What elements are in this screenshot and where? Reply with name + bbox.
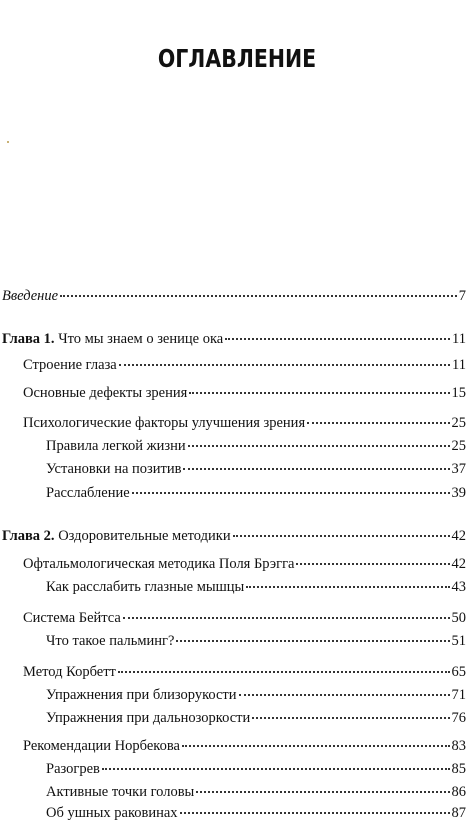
- toc-entry[interactable]: [46, 578, 466, 596]
- dot-leader: [132, 492, 450, 494]
- dot-leader: [225, 338, 450, 340]
- toc-page-number: 11: [452, 331, 466, 347]
- toc-entry[interactable]: [46, 632, 466, 650]
- dot-leader: [180, 812, 450, 814]
- toc-entry[interactable]: [23, 555, 466, 573]
- paper-speck: [7, 141, 9, 143]
- dot-leader: [239, 694, 450, 696]
- toc-page-number: 25: [451, 438, 466, 454]
- toc-entry[interactable]: [23, 609, 466, 627]
- toc-entry-label: Установки на позитив: [46, 461, 182, 477]
- toc-page-number: 42: [451, 528, 466, 544]
- dot-leader: [60, 295, 457, 297]
- toc-page-number: 86: [451, 784, 466, 800]
- dot-leader: [196, 791, 449, 793]
- toc-page-number: 42: [451, 556, 466, 572]
- chapter-title: Оздоровительные методики: [54, 528, 231, 544]
- dot-leader: [307, 422, 449, 424]
- toc-entry-label: [2, 330, 223, 348]
- toc-entry-label: Расслабление: [46, 485, 130, 501]
- dot-leader: [252, 717, 449, 719]
- dot-leader: [246, 586, 449, 588]
- dot-leader: [118, 671, 450, 673]
- dot-leader: [233, 535, 450, 537]
- toc-entry[interactable]: [46, 709, 466, 727]
- toc-page-number: 65: [451, 664, 466, 680]
- toc-entry-label: Система Бейтса: [23, 610, 121, 626]
- toc-page-number: 50: [451, 610, 466, 626]
- page-title: ОГЛАВЛЕНИЕ: [157, 44, 317, 73]
- toc-page-number: 71: [451, 687, 466, 703]
- chapter-number: Глава 1.: [2, 331, 55, 347]
- toc-entry[interactable]: [46, 804, 466, 822]
- toc-entry-label: Офтальмологическая методика Поля Брэгга: [23, 556, 295, 572]
- toc-entry[interactable]: [46, 686, 466, 704]
- dot-leader: [102, 768, 450, 770]
- toc-page-number: 37: [451, 461, 466, 477]
- toc-page-number: 25: [451, 415, 466, 431]
- dot-leader: [119, 364, 450, 366]
- toc-entry-introduction[interactable]: [2, 287, 466, 305]
- toc-entry-label: Правила легкой жизни: [46, 438, 186, 454]
- toc-page-number: 15: [451, 385, 466, 401]
- toc-entry[interactable]: [46, 760, 466, 778]
- toc-entry-label: Об ушных раковинах: [46, 805, 178, 821]
- toc-entry-label: Основные дефекты зрения: [23, 385, 188, 401]
- toc-entry-label: Введение: [2, 288, 59, 304]
- toc-entry-label: [2, 527, 231, 545]
- toc-entry[interactable]: [23, 737, 466, 755]
- toc-page-number: 11: [452, 357, 466, 373]
- dot-leader: [123, 617, 450, 619]
- dot-leader: [296, 563, 449, 565]
- toc-entry[interactable]: [46, 484, 466, 502]
- toc-page-number: 76: [451, 710, 466, 726]
- chapter-title: Что мы знаем о зенице ока: [54, 331, 224, 347]
- toc-entry[interactable]: [23, 356, 466, 374]
- toc-entry-label: Метод Корбетт: [23, 664, 116, 680]
- toc-entry-chapter-1[interactable]: [2, 330, 466, 348]
- toc-page-number: 87: [451, 805, 466, 821]
- toc-entry[interactable]: [23, 414, 466, 432]
- toc-entry[interactable]: [23, 384, 466, 402]
- dot-leader: [176, 640, 449, 642]
- toc-entry[interactable]: [46, 783, 466, 801]
- dot-leader: [188, 445, 450, 447]
- toc-entry[interactable]: [46, 437, 466, 455]
- toc-entry-label: Упражнения при дальнозоркости: [46, 710, 251, 726]
- toc-entry-label: Разогрев: [46, 761, 100, 777]
- toc-entry-label: Упражнения при близорукости: [46, 687, 237, 703]
- toc-page-number: 39: [451, 485, 466, 501]
- toc-entry-label: Что такое пальминг?: [46, 633, 175, 649]
- dot-leader: [189, 392, 449, 394]
- toc-entry-label: Строение глаза: [23, 357, 117, 373]
- toc-entry[interactable]: [46, 460, 466, 478]
- dot-leader: [183, 468, 449, 470]
- toc-page-number: 51: [451, 633, 466, 649]
- toc-entry-chapter-2[interactable]: [2, 527, 466, 545]
- toc-page-number: 83: [451, 738, 466, 754]
- toc-page-number: 7: [458, 288, 466, 304]
- toc-entry-label: Как расслабить глазные мышцы: [46, 579, 245, 595]
- toc-entry-label: Активные точки головы: [46, 784, 195, 800]
- toc-page-number: 43: [451, 579, 466, 595]
- chapter-number: Глава 2.: [2, 528, 55, 544]
- toc-entry[interactable]: [23, 663, 466, 681]
- toc-entry-label: Психологические факторы улучшения зрения: [23, 415, 306, 431]
- toc-entry-label: Рекомендации Норбекова: [23, 738, 180, 754]
- dot-leader: [182, 745, 450, 747]
- toc-page-number: 85: [451, 761, 466, 777]
